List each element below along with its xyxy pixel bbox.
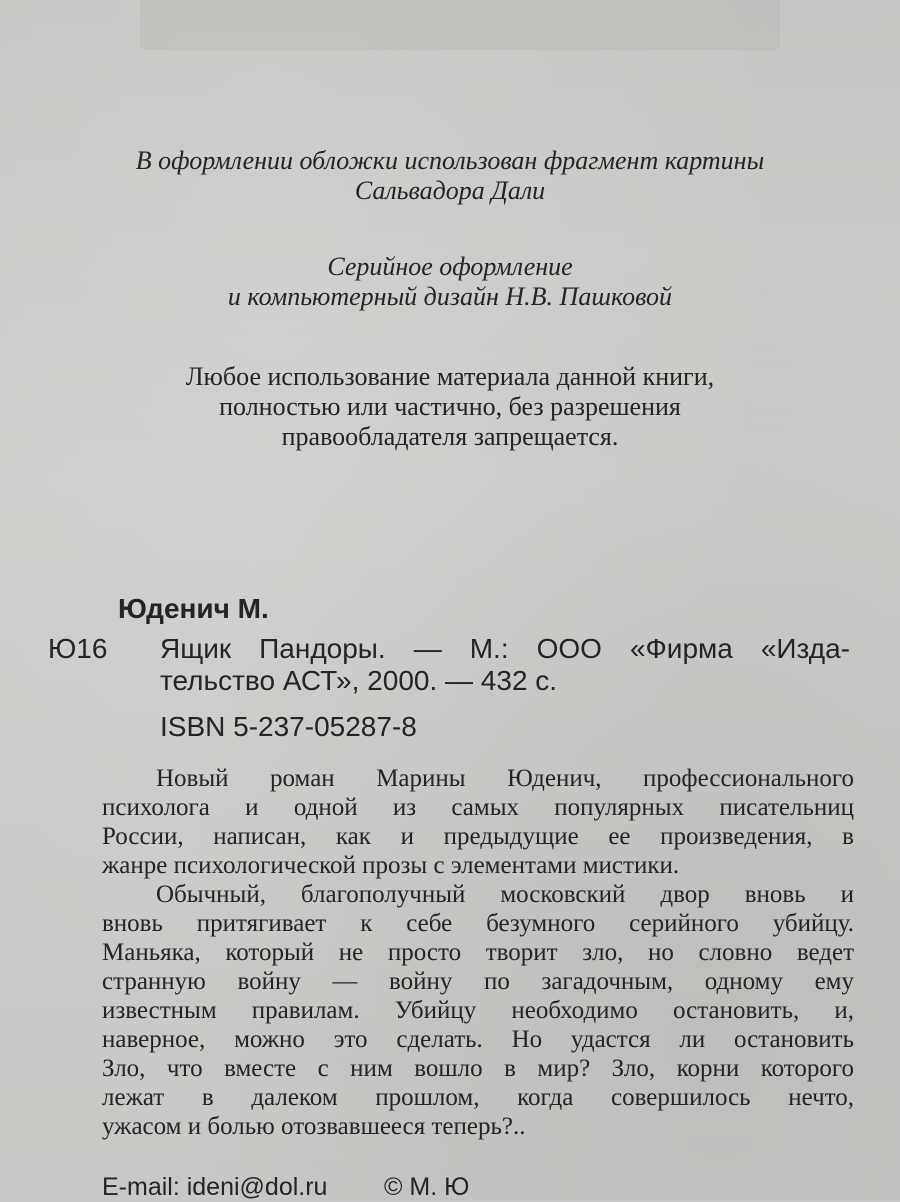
annotation-line: лежат в далеком прошлом, когда совершилось нечто, bbox=[102, 1084, 854, 1111]
annotation-line: известным правилам. Убийцу необходимо остановить, и, bbox=[102, 997, 854, 1024]
copyright-notice-line-3: правообладателя запрещается. bbox=[281, 422, 619, 451]
annotation-line: России, написан, как и предыдущие ее произведения, в bbox=[102, 823, 854, 850]
annotation-line: психолога и одной из самых популярных писательниц bbox=[102, 794, 854, 821]
catalog-code: Ю16 bbox=[48, 633, 108, 664]
catalog-author: Юденич М. bbox=[118, 593, 269, 624]
footer-copyright: © М. Ю bbox=[384, 1173, 470, 1201]
annotation-line: вновь притягивает к себе безумного серийного убийцу. bbox=[102, 910, 854, 937]
copyright-notice-line-2: полностью или частично, без разрешения bbox=[219, 392, 681, 421]
annotation-line: Новый роман Марины Юденич, профессионального bbox=[156, 765, 854, 792]
cover-credit-line-2: Сальвадора Дали bbox=[354, 176, 546, 205]
cover-bleed-through bbox=[140, 0, 780, 50]
catalog-entry-line-2: тельство АСТ», 2000. — 432 с. bbox=[160, 665, 558, 696]
series-credit-line-1: Серийное оформление bbox=[327, 252, 573, 281]
annotation-line: странную войну — войну по загадочным, одному ему bbox=[102, 968, 854, 995]
annotation-line: Зло, что вместе с ним вошло в мир? Зло, корни которого bbox=[102, 1055, 854, 1082]
catalog-entry-line-1: Ящик Пандоры. — М.: ООО «Фирма «Изда- bbox=[160, 633, 850, 664]
footer-email: E-mail: ideni@dol.ru bbox=[102, 1173, 328, 1201]
cover-credit-line-1: В оформлении обложки использован фрагмент картины bbox=[135, 146, 765, 175]
annotation-line: ужасом и болью отозвавшееся теперь?.. bbox=[102, 1113, 526, 1140]
copyright-notice-line-1: Любое использование материала данной книги, bbox=[185, 362, 715, 391]
series-credit-line-2: и компьютерный дизайн Н.В. Пашковой bbox=[227, 282, 673, 311]
annotation-line: Обычный, благополучный московский двор вновь и bbox=[156, 881, 854, 908]
catalog-isbn: ISBN 5-237-05287-8 bbox=[160, 711, 417, 742]
annotation-line: жанре психологической прозы с элементами мистики. bbox=[102, 852, 680, 879]
annotation-line: наверное, можно это сделать. Но удастся ли остановить bbox=[102, 1026, 854, 1053]
annotation-line: Маньяка, который не просто творит зло, но словно ведет bbox=[102, 939, 854, 966]
